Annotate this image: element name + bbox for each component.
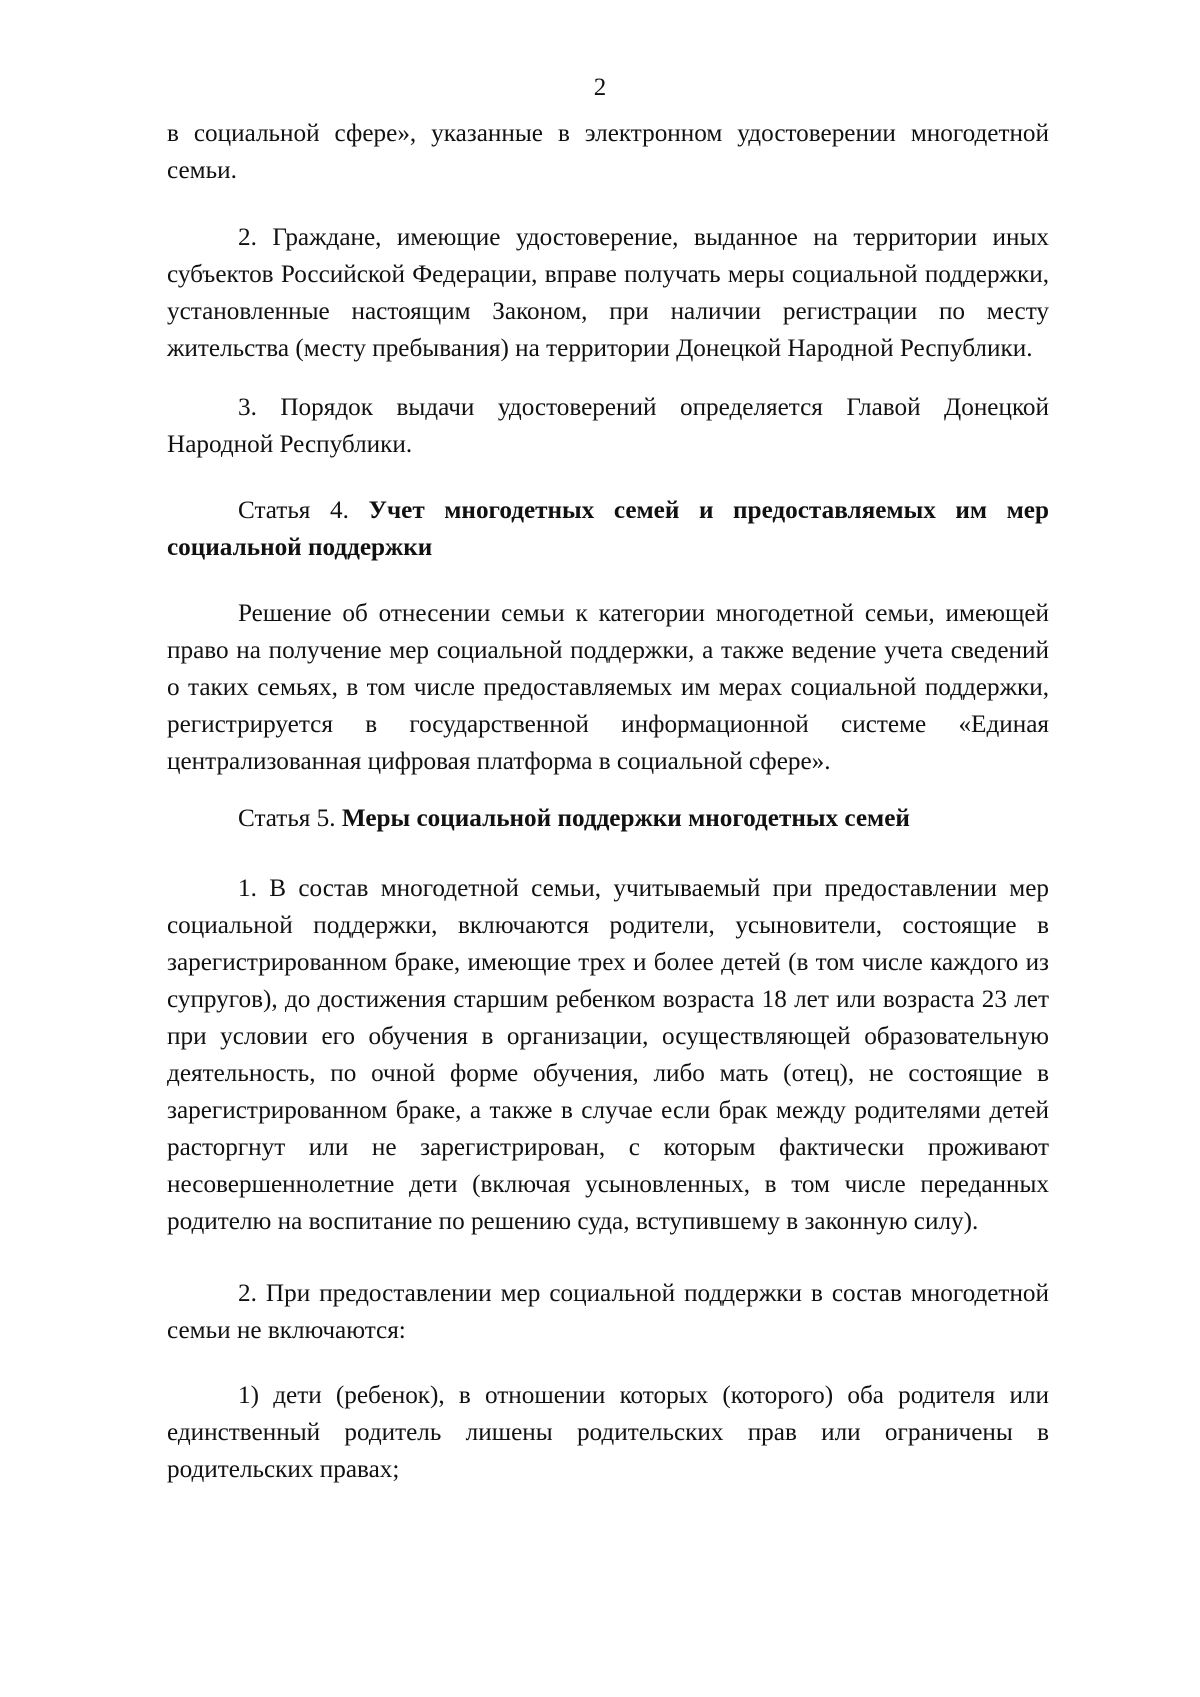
article-5-subitem-1	[167, 1377, 1049, 1488]
paragraph-text: Решение об отнесении семьи к категории многодетной семьи, имеющей право на получение мер социальной поддержки, а также ведение учета сведений о таких семьях, в том числе предоставляемых им мерах социальной поддержки, регистрируется в государственной информационной системе «Единая централизованная цифровая платформа в социальной сфере».	[167, 600, 1049, 775]
article-5-item-2	[167, 1275, 1049, 1349]
article-4-title: Учет многодетных семей и предоставляемых им мер социальной поддержки	[167, 497, 1049, 561]
article-4-label: Статья 4.	[238, 497, 369, 524]
paragraph-item-2	[167, 219, 1049, 367]
paragraph-text: 1. В состав многодетной семьи, учитываемый при предоставлении мер социальной поддержки, включаются родители, усыновители, состоящие в зарегистрированном браке, имеющие трех и более детей (в том числе каждого из супругов), до достижения старшим ребенком возраста 18 лет или возраста 23 лет при условии его обучения в организации, осуществляющей образовательную деятельность, по очной форме обучения, либо мать (отец), не состоящие в зарегистрированном браке, а также в случае если брак между родителями детей расторгнут или не зарегистрирован, с которым фактически проживают несовершеннолетние дети (включая усыновленных, в том числе переданных родителю на воспитание по решению суда, вступившему в законную силу).	[167, 875, 1049, 1235]
article-5-label: Статья 5.	[238, 805, 342, 832]
paragraph-text: в социальной сфере», указанные в электронном удостоверении многодетной семьи.	[167, 120, 1049, 184]
paragraph-text: 3. Порядок выдачи удостоверений определяется Главой Донецкой Народной Республики.	[167, 394, 1049, 458]
article-4-body	[167, 595, 1049, 780]
paragraph-continuation	[167, 115, 1049, 189]
article-5-item-1	[167, 870, 1049, 1240]
article-5-title: Меры социальной поддержки многодетных семей	[341, 805, 910, 832]
article-4-heading	[167, 492, 1049, 566]
article-5-heading	[167, 800, 1049, 837]
paragraph-item-3	[167, 389, 1049, 463]
page-number: 2	[593, 74, 607, 101]
paragraph-text: 2. При предоставлении мер социальной поддержки в состав многодетной семьи не включаются:	[167, 1280, 1049, 1344]
paragraph-text: 2. Граждане, имеющие удостоверение, выданное на территории иных субъектов Российской Федерации, вправе получать меры социальной поддержки, установленные настоящим Законом, при наличии регистрации по месту жительства (месту пребывания) на территории Донецкой Народной Республики.	[167, 224, 1049, 362]
paragraph-text: 1) дети (ребенок), в отношении которых (которого) оба родителя или единственный родитель лишены родительских прав или ограничены в родительских правах;	[167, 1382, 1049, 1483]
